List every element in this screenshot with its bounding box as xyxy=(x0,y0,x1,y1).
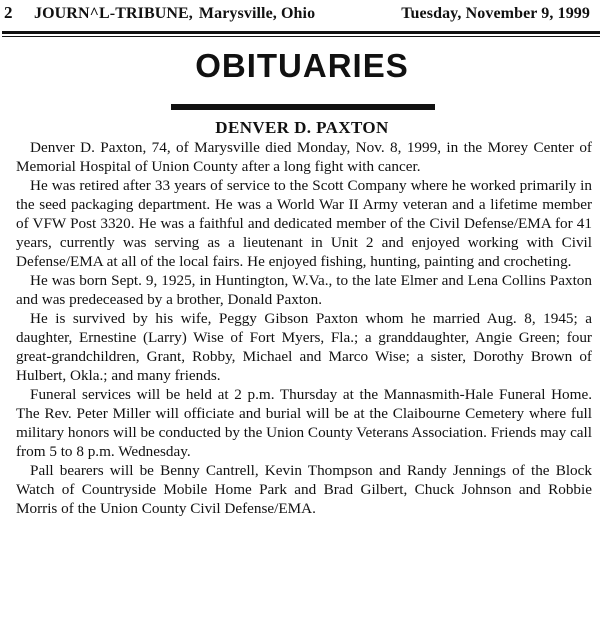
obituary-headline: DENVER D. PAXTON xyxy=(215,118,389,137)
obituary-paragraph: He was born Sept. 9, 1925, in Huntington, W.Va., to the late Elmer and Lena Collins Paxton and was predeceased by a brother, Donald Paxton. xyxy=(16,272,592,308)
obituary-paragraph: He was retired after 33 years of service to the Scott Company where he worked primarily in the seed packaging department. He was a World War II Army veteran and a lifetime member of VFW Post 3320. He was a faithful and dedicated member of the Civil Defense/EMA for 41 years, currently was serving as a lieutenant in Unit 2 and enjoyed working with Civil Defense/EMA at all of the local fairs. He enjoyed fishing, hunting, painting and crocheting. xyxy=(16,177,592,270)
obituary-paragraph: Denver D. Paxton, 74, of Marysville died Monday, Nov. 8, 1999, in the Morey Center of Memorial Hospital of Union County after a long fight with cancer. xyxy=(16,139,592,175)
obituary-paragraph: Funeral services will be held at 2 p.m. Thursday at the Mannasmith-Hale Funeral Home. The Rev. Peter Miller will officiate and burial will be at the Claibourne Cemetery where full military honors will be conducted by the Union County Veterans Association. Friends may call from 5 to 8 p.m. Wednesday. xyxy=(16,386,592,460)
newspaper-city: Marysville, Ohio xyxy=(198,5,316,22)
masthead-rule-thin xyxy=(2,36,600,37)
masthead xyxy=(4,3,596,27)
obituary-paragraph: He is survived by his wife, Peggy Gibson Paxton whom he married Aug. 8, 1945; a daughter, Ernestine (Larry) Wise of Fort Myers, Fla.; a granddaughter, Angie Green; four great-grandchildren, Grant, Robby, Michael and Marco Wise; a sister, Dorothy Brown of Hulbert, Okla.; and many friends. xyxy=(16,310,592,384)
section-title-underline xyxy=(171,104,435,110)
section-title: OBITUARIES xyxy=(195,47,409,84)
page-number: 2 xyxy=(4,3,13,22)
obituary-paragraph: Pall bearers will be Benny Cantrell, Kevin Thompson and Randy Jennings of the Block Watch of Countryside Mobile Home Park and Brad Gilbert, Chuck Johnson and Robbie Morris of the Union County Civil Defense/EMA. xyxy=(16,462,592,517)
masthead-rule-thick xyxy=(2,31,600,34)
issue-date: Tuesday, November 9, 1999 xyxy=(401,5,590,22)
obituary-body xyxy=(16,138,592,518)
newspaper-name: JOURN^L-TRIBUNE, xyxy=(34,5,193,22)
